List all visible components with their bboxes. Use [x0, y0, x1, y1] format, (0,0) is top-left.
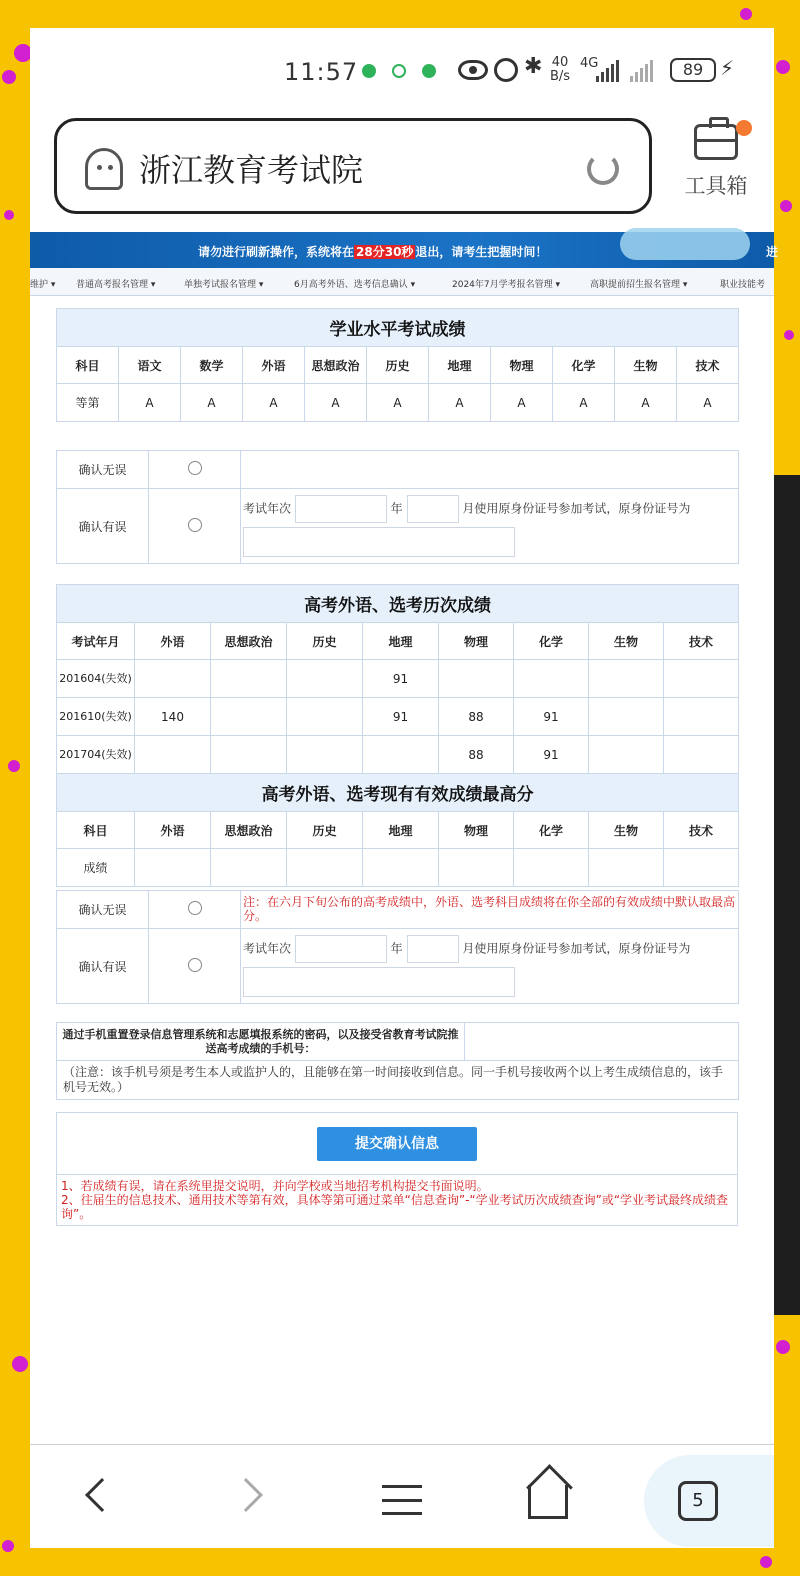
confirm-ok-label: 确认无误	[57, 891, 149, 929]
exam-year-input[interactable]	[295, 935, 387, 963]
year-label: 年	[390, 941, 403, 956]
toolbox-button[interactable]	[678, 124, 754, 200]
col-header: 技术	[677, 347, 739, 384]
address-bar[interactable]	[54, 118, 652, 214]
phone-note: （注意：该手机号须是考生本人或监护人的，且能够在第一时间接收到信息。同一手机号接收两个以上考生成绩信息的，该手机号无效。）	[57, 1061, 739, 1100]
message-icon	[422, 64, 436, 78]
menu-icon[interactable]	[382, 1485, 422, 1515]
col-header: 物理	[491, 347, 553, 384]
exam-date-cell: 201604(失效)	[57, 660, 135, 698]
exam-date-cell: 201610(失效)	[57, 698, 135, 736]
col-header: 物理	[439, 623, 514, 660]
row-label: 等第	[57, 384, 119, 422]
col-header: 生物	[589, 623, 664, 660]
exam-year-label: 考试年次	[243, 941, 292, 956]
best-score-note: 注：在六月下旬公布的高考成绩中，外语、选考科目成绩将在你全部的有效成绩中默认取最高分。	[241, 891, 739, 929]
col-header: 科目	[57, 812, 135, 849]
phone-input[interactable]	[465, 1023, 739, 1061]
note-line-2: 2、往届生的信息技术、通用技术等第有效，具体等第可通过菜单“信息查询”-“学业考试历次成绩查询”或“学业考试最终成绩查询”。	[61, 1193, 729, 1221]
grade-cell: A	[305, 384, 367, 422]
menu-item-xuekao-register[interactable]: 2024年7月学考报名管理 ▾	[452, 280, 561, 290]
menu-item-gaokao-register[interactable]: 普通高考报名管理 ▾	[76, 280, 156, 290]
old-id-input[interactable]	[243, 967, 515, 997]
confirm-err-radio[interactable]	[188, 518, 202, 532]
confirm-err-label: 确认有误	[57, 489, 149, 564]
table-row	[57, 849, 739, 887]
network-type: 4G	[580, 56, 599, 71]
phone-screen	[30, 28, 779, 1548]
menu-item-single-exam[interactable]: 单独考试报名管理 ▾	[184, 280, 264, 290]
menu-item-june-confirm[interactable]: 6月高考外语、选考信息确认 ▾	[294, 280, 416, 290]
col-header: 思想政治	[305, 347, 367, 384]
best-title: 高考外语、选考现有有效成绩最高分	[57, 774, 739, 812]
phone-table	[56, 1022, 739, 1100]
submit-button[interactable]: 提交确认信息	[317, 1127, 477, 1161]
xueye-confirm-table	[56, 450, 739, 564]
app-notification-icon	[362, 64, 376, 78]
note-line-1: 1、若成绩有误，请在系统里提交说明，并向学校或当地招考机构提交书面说明。	[61, 1179, 489, 1193]
grade-cell: A	[119, 384, 181, 422]
year-label: 年	[390, 501, 403, 516]
col-header: 地理	[363, 812, 439, 849]
grade-cell: A	[491, 384, 553, 422]
confirm-err-label: 确认有误	[57, 929, 149, 1004]
menu-item-skills[interactable]: 职业技能考	[720, 280, 766, 290]
alarm-icon	[494, 58, 518, 82]
row-label: 成绩	[57, 849, 135, 887]
grade-cell: A	[181, 384, 243, 422]
wechat-icon	[392, 64, 406, 78]
grade-cell: A	[677, 384, 739, 422]
network-speed: 40 B/s	[550, 55, 571, 84]
home-icon[interactable]	[528, 1485, 568, 1519]
col-header: 化学	[553, 347, 615, 384]
table-row: 201604(失效) 91	[57, 660, 739, 698]
top-nav-menu	[30, 268, 774, 296]
id-note: 月使用原身份证号参加考试，原身份证号为	[462, 941, 691, 956]
old-id-input[interactable]	[243, 527, 515, 557]
best-confirm-table	[56, 890, 739, 1004]
exam-date-cell: 201704(失效)	[57, 736, 135, 774]
history-score-table	[56, 584, 739, 887]
battery-icon: 89	[670, 58, 716, 82]
signal-strength-icon	[596, 60, 619, 82]
notification-dot	[736, 120, 752, 136]
col-header: 物理	[439, 812, 514, 849]
refresh-icon[interactable]	[587, 153, 619, 185]
xueye-score-table	[56, 308, 739, 422]
charging-icon: ⚡	[720, 56, 735, 80]
site-title: 浙江教育考试院	[139, 151, 364, 189]
table-row: 201704(失效) 88 91	[57, 736, 739, 774]
submit-notes	[57, 1175, 738, 1226]
col-header: 历史	[287, 623, 363, 660]
submit-table	[56, 1112, 738, 1226]
toolbox-label: 工具箱	[684, 174, 748, 198]
background-photo-edge	[774, 475, 800, 1315]
grade-cell: A	[367, 384, 429, 422]
banner-edge-text: 进	[766, 245, 779, 259]
menu-item-vocational[interactable]: 高职提前招生报名管理 ▾	[590, 280, 688, 290]
col-header: 技术	[664, 623, 739, 660]
col-header: 历史	[367, 347, 429, 384]
best-confirm-ok-radio[interactable]	[188, 901, 202, 915]
exam-month-input[interactable]	[407, 935, 459, 963]
table-row	[57, 384, 739, 422]
col-header: 外语	[243, 347, 305, 384]
redacted-area	[620, 228, 750, 260]
grade-cell: A	[429, 384, 491, 422]
col-header: 思想政治	[211, 623, 287, 660]
col-header: 数学	[181, 347, 243, 384]
col-header: 生物	[589, 812, 664, 849]
confirm-ok-label: 确认无误	[57, 451, 149, 489]
col-header: 化学	[514, 623, 589, 660]
banner-text: 请勿进行刷新操作，系统将在	[198, 245, 355, 259]
signal-strength-2-icon	[630, 60, 653, 82]
exam-year-label: 考试年次	[243, 501, 292, 516]
col-header: 化学	[514, 812, 589, 849]
col-header: 思想政治	[211, 812, 287, 849]
col-header: 地理	[363, 623, 439, 660]
col-header: 地理	[429, 347, 491, 384]
menu-item-maintain[interactable]: 维护 ▾	[30, 280, 56, 290]
grade-cell: A	[243, 384, 305, 422]
grade-cell: A	[553, 384, 615, 422]
forward-icon[interactable]	[229, 1478, 263, 1512]
tabs-button[interactable]: 5	[678, 1481, 718, 1521]
col-header: 考试年月	[57, 623, 135, 660]
col-header: 技术	[664, 812, 739, 849]
eye-comfort-icon	[458, 60, 488, 80]
confirm-ok-radio[interactable]	[188, 461, 202, 475]
col-header: 生物	[615, 347, 677, 384]
browser-nav-bar	[30, 1444, 774, 1548]
exam-year-input[interactable]	[295, 495, 387, 523]
bluetooth-icon: ✱	[524, 54, 543, 79]
banner-text-end: 退出，请考生把握时间！	[415, 245, 548, 259]
xueye-title: 学业水平考试成绩	[57, 309, 739, 347]
grade-cell: A	[615, 384, 677, 422]
table-row: 201610(失效) 140 91 88 91	[57, 698, 739, 736]
history-title: 高考外语、选考历次成绩	[57, 585, 739, 623]
status-time: 11:57	[284, 58, 359, 86]
ghost-icon	[85, 148, 123, 190]
col-header: 科目	[57, 347, 119, 384]
countdown-timer: 28分30秒	[356, 245, 414, 259]
col-header: 语文	[119, 347, 181, 384]
phone-label: 通过手机重置登录信息管理系统和志愿填报系统的密码，以及接受省教育考试院推送高考成绩的手机号：	[57, 1023, 465, 1061]
id-note: 月使用原身份证号参加考试，原身份证号为	[462, 501, 691, 516]
back-icon[interactable]	[85, 1478, 119, 1512]
exam-month-input[interactable]	[407, 495, 459, 523]
col-header: 外语	[135, 812, 211, 849]
best-confirm-err-radio[interactable]	[188, 958, 202, 972]
status-bar	[30, 28, 774, 108]
col-header: 历史	[287, 812, 363, 849]
toolbox-icon	[694, 124, 738, 160]
col-header: 外语	[135, 623, 211, 660]
